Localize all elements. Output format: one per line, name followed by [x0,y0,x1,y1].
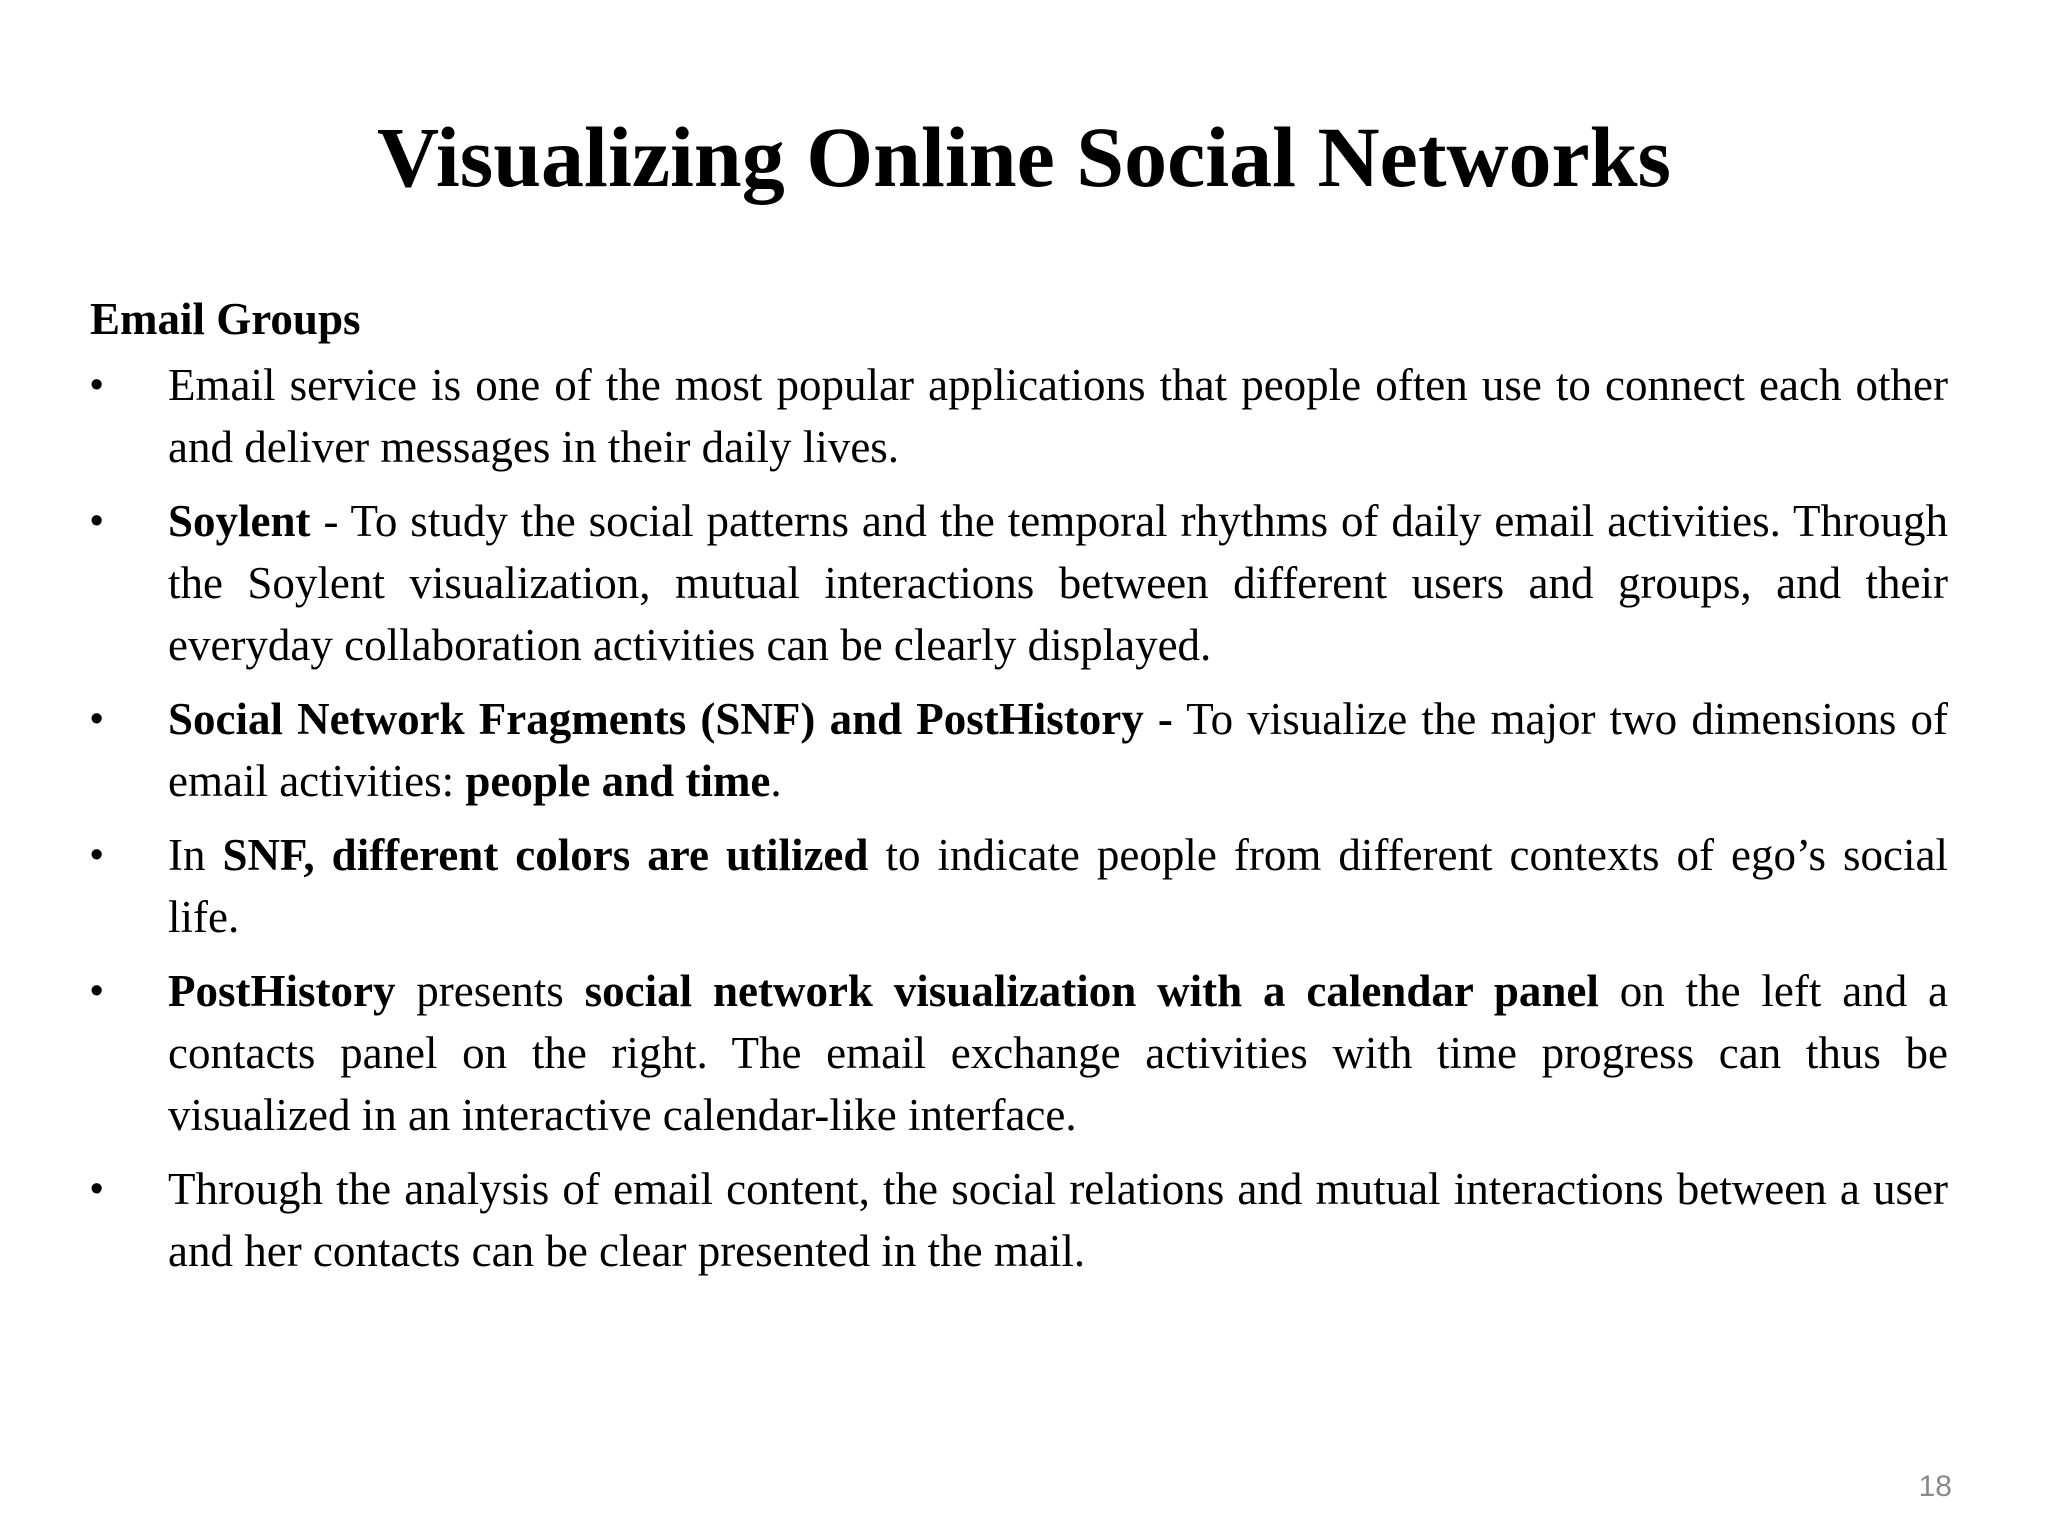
bullet-item-posthistory [90,960,1948,1146]
bullet-bold-text: PostHistory [168,966,396,1016]
bullet-bold-text: Soylent [168,496,311,546]
bullet-marker: • [90,834,104,876]
bullet-item-snf-posthistory [90,688,1948,812]
bullet-text: To visualize the major two dimensions of email activities: [168,694,1948,806]
bullet-marker: • [90,698,104,740]
bullet-text: . [770,756,782,806]
bullet-text: on the left and a contacts panel on the right. The email exchange activities with time progress can thus be visualized in an interactive calendar-like interface. [168,966,1949,1140]
bullet-text: Through the analysis of email content, the social relations and mutual interactions between a user and her contacts can be clear presented in the mail. [168,1164,1948,1276]
slide-title: Visualizing Online Social Networks [376,109,1672,205]
page-number: 18 [1918,1470,1952,1503]
bullet-text: In [168,830,223,880]
bullet-marker: • [90,500,104,542]
bullet-text: Email service is one of the most popular applications that people often use to connect each other and deliver messages in their daily lives. [168,360,1948,472]
bullet-bold-text: SNF, different colors are utilized [222,830,869,880]
bullet-marker: • [90,1168,104,1210]
bullet-marker: • [90,970,104,1012]
bullet-item-email-content [90,1158,1948,1282]
bullet-bold-text: Social Network Fragments (SNF) and PostHistory - [168,694,1173,744]
bullet-text: presents [395,966,585,1016]
slide-content [90,288,1948,1294]
bullet-list [90,354,1948,1282]
bullet-bold-text: people and time [465,756,771,806]
bullet-item-soylent [90,490,1948,676]
bullet-item-email-service [90,354,1948,478]
bullet-marker: • [90,364,104,406]
bullet-text: - To study the social patterns and the temporal rhythms of daily email activities. Through the Soylent visualization, mutual interactions between different users and groups, and their everyday collaboration activities can be clearly displayed. [168,496,1948,670]
bullet-bold-text: social network visualization with a calendar panel [584,966,1599,1016]
bullet-text: to indicate people from different contexts of ego’s social life. [168,830,1948,942]
section-heading: Email Groups [90,294,361,344]
bullet-item-snf-colors [90,824,1948,948]
